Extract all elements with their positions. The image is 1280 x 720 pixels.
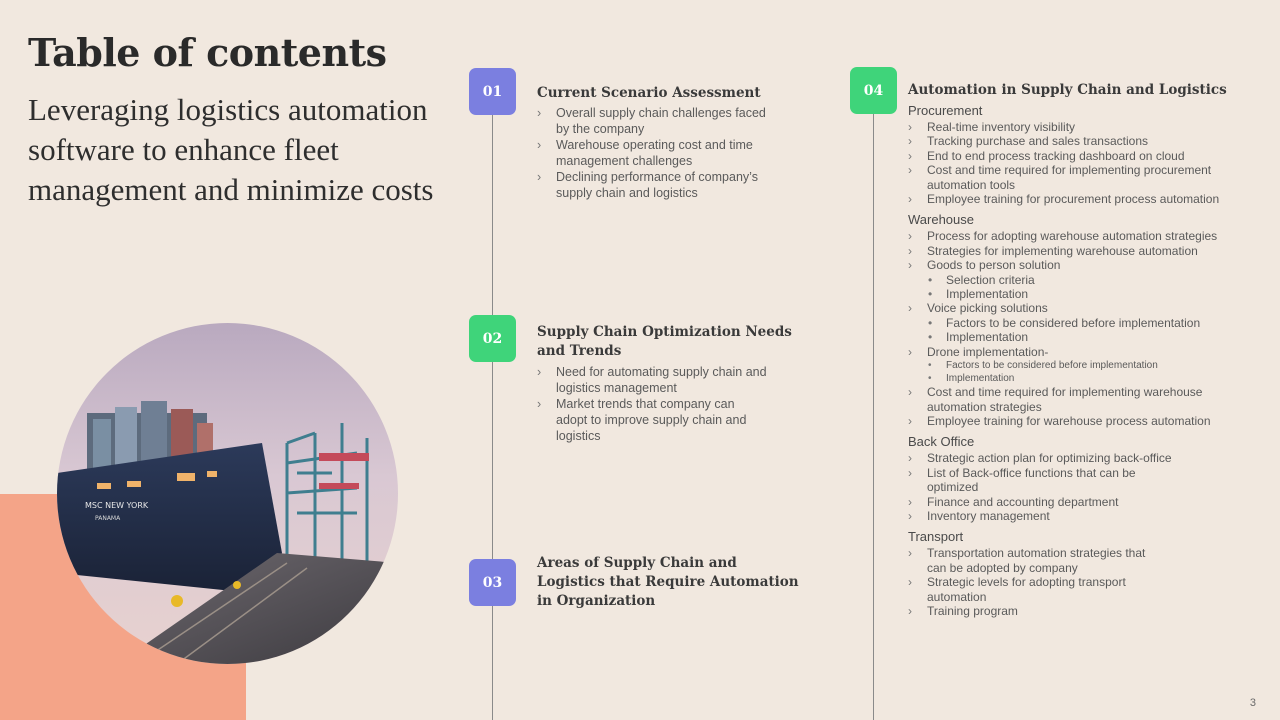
- section-01-title: Current Scenario Assessment: [537, 85, 761, 101]
- page-number: 3: [1249, 697, 1256, 709]
- list-subitem: • Implementation: [908, 372, 1228, 385]
- section-02-title: Supply Chain Optimization Needs and Trends: [537, 324, 792, 359]
- list-item: › Training program: [908, 604, 1228, 618]
- list-item: › Need for automating supply chain and logistics management: [537, 364, 767, 396]
- list-item: › Voice picking solutions: [908, 301, 1228, 315]
- list-subitem: • Factors to be considered before implementation: [908, 359, 1228, 372]
- procurement-list: [908, 120, 1228, 206]
- timeline-line-right: [873, 90, 874, 720]
- list-item: › Process for adopting warehouse automation strategies: [908, 229, 1228, 243]
- timeline-line-middle: [492, 90, 493, 720]
- list-item: › Inventory management: [908, 509, 1228, 523]
- page-title: Table of contents: [28, 30, 387, 75]
- list-item: › Declining performance of company’s supply chain and logistics: [537, 169, 777, 201]
- transport-heading: Transport: [908, 529, 964, 545]
- list-item: › Goods to person solution: [908, 258, 1228, 272]
- ship-name-text: MSC NEW YORK: [85, 501, 149, 510]
- list-item: › Cost and time required for implementing warehouse automation strategies: [908, 385, 1228, 414]
- section-03-badge: 03: [469, 559, 516, 606]
- back-office-list: [908, 451, 1228, 523]
- list-item: › Market trends that company can adopt to improve supply chain and logistics: [537, 396, 767, 444]
- list-item: › Strategic levels for adopting transport automation: [908, 575, 1167, 604]
- list-subitem: • Selection criteria: [908, 273, 1228, 287]
- section-02-items: [537, 364, 767, 444]
- list-item: › Strategies for implementing warehouse automation: [908, 244, 1228, 258]
- section-03-title: Areas of Supply Chain and Logistics that Require Automation in Organization: [537, 555, 799, 609]
- warehouse-list: [908, 229, 1228, 428]
- list-item: › Real-time inventory visibility: [908, 120, 1228, 134]
- list-subitem: • Implementation: [908, 287, 1228, 301]
- list-item: › End to end process tracking dashboard on cloud: [908, 149, 1228, 163]
- back-office-heading: Back Office: [908, 434, 975, 450]
- ship-port-text: PANAMA: [95, 515, 121, 522]
- warehouse-heading: Warehouse: [908, 212, 974, 228]
- list-item: › Employee training for procurement process automation: [908, 192, 1228, 206]
- list-subitem: • Implementation: [908, 330, 1228, 344]
- list-item: › Finance and accounting department: [908, 495, 1228, 509]
- automation-details: [908, 102, 1228, 618]
- section-04-title: Automation in Supply Chain and Logistics: [908, 82, 1227, 98]
- page-subtitle: Leveraging logistics automation software to enhance fleet management and minimize costs: [28, 92, 434, 207]
- procurement-heading: Procurement: [908, 103, 983, 118]
- list-item: › List of Back-office functions that can be optimized: [908, 466, 1157, 495]
- list-item: › Warehouse operating cost and time management challenges: [537, 137, 777, 169]
- section-04-badge: 04: [850, 67, 897, 114]
- list-item: › Cost and time required for implementing procurement automation tools: [908, 163, 1228, 192]
- section-01-items: [537, 105, 777, 201]
- list-subitem: • Factors to be considered before implementation: [908, 316, 1228, 330]
- list-item: › Drone implementation-: [908, 345, 1228, 359]
- section-02-badge: 02: [469, 315, 516, 362]
- section-01-badge: 01: [469, 68, 516, 115]
- list-item: › Tracking purchase and sales transactions: [908, 134, 1228, 148]
- list-item: › Employee training for warehouse process automation: [908, 414, 1228, 428]
- list-item: › Strategic action plan for optimizing back-office: [908, 451, 1228, 465]
- transport-list: [908, 546, 1228, 618]
- list-item: › Overall supply chain challenges faced by the company: [537, 105, 777, 137]
- list-item: › Transportation automation strategies that can be adopted by company: [908, 546, 1157, 575]
- cargo-ship-photo: [57, 323, 398, 664]
